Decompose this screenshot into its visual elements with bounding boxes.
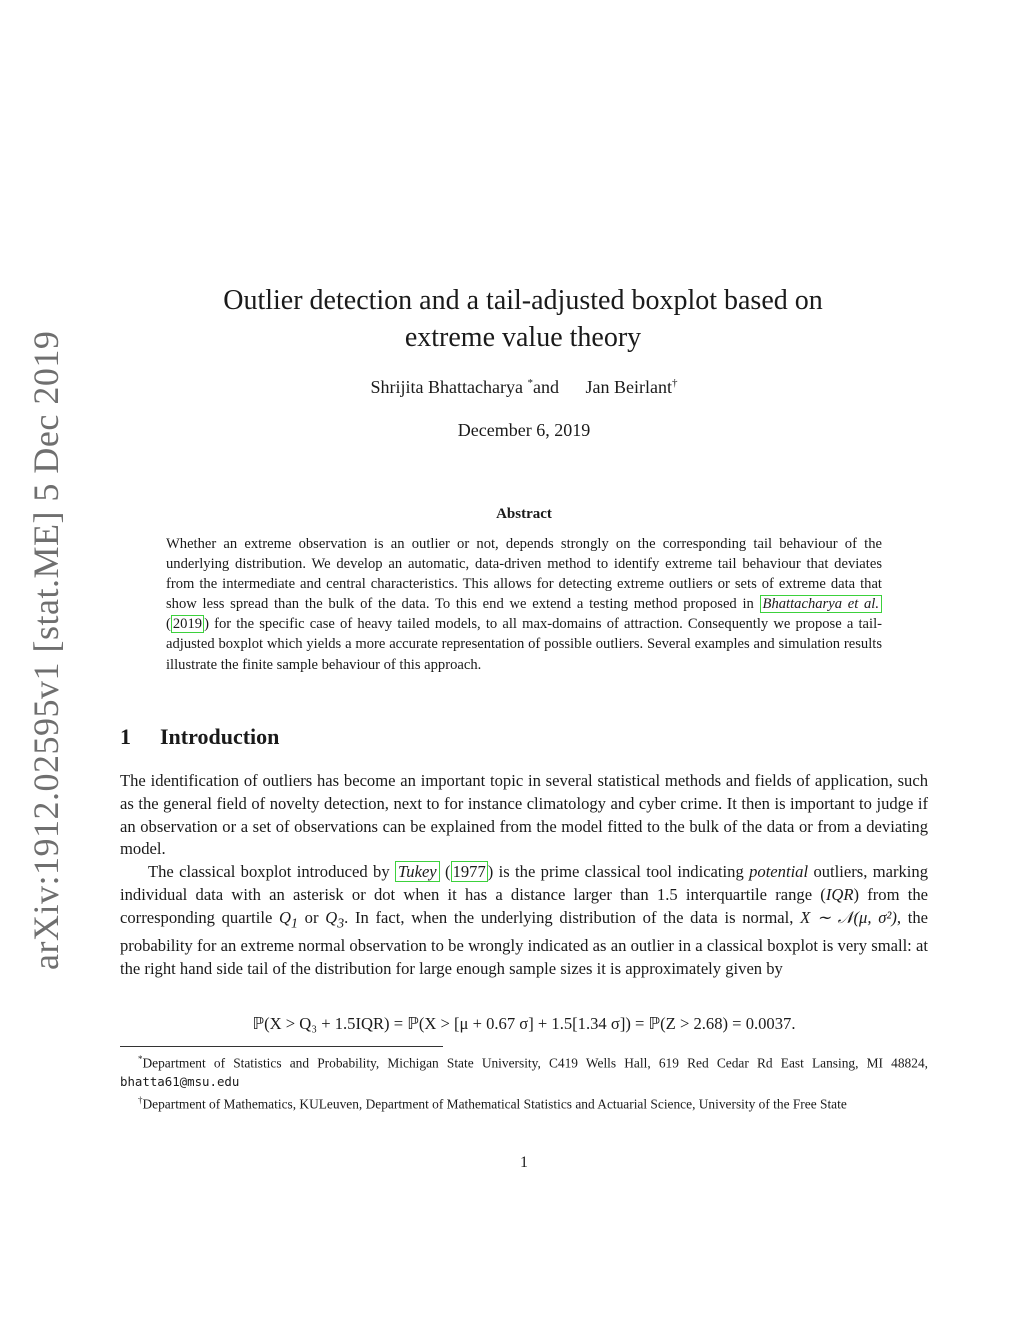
author-list (120, 377, 928, 398)
footnote-2-text: Department of Mathematics, KULeuven, Department of Mathematical Statistics and Actuarial Science, University of the Free State (142, 1096, 847, 1112)
paper-date: December 6, 2019 (457, 420, 591, 440)
section-title: Introduction (160, 724, 280, 749)
section-number: 1 (120, 724, 131, 749)
intro-p2-text-c: outliers, marking individual data with an asterisk or dot when it has a distance larger than 1.5 interquartile range ( (120, 862, 928, 904)
title-line-2: extreme value theory (404, 322, 642, 353)
abstract-text: Whether an extreme observation is an outlier or not, depends strongly on the corresponding tail behaviour of the underlying distribution. We develop an automatic, data-driven method to identify extreme tail behaviour that deviates from the intermediate and central characteristics. This allows for detecting extreme outliers or sets of extreme data that show less spread than the bulk of the data. To this end we extend a testing method proposed in Bhattacharya et al. ( 2019 ) for the specific case of heavy tailed models, to all max-domains of attraction. Consequently we propose a tail-adjusted boxplot which yields a more accurate representation of possible outliers. Several examples and simulation results illustrate the finite sample behaviour of this approach. (166, 536, 882, 673)
intro-paragraph-2: The classical boxplot introduced by Tukey ( 1977 ) is the prime classical tool indicating potential outliers, marking individual data with an asterisk or dot when it has a distance larger than 1.5 interquartile range (IQR) from the corresponding quartile $Q_1$ or $Q_3$. In fact, when the underlying distribution of the data is normal, X ∼ 𝒩(μ, σ²), the probability for an extreme normal observation to be wrongly indicated as an outlier in a classical boxplot is very small: at the right hand side tail of the distribution for large enough sample sizes it is approximately given by (120, 862, 929, 978)
author-1-footnote-mark[interactable]: * (527, 377, 533, 389)
intro-p2-or: or (304, 907, 319, 927)
display-equation: ℙ(X > Q₃ + 1.5IQR) = ℙ(X > [μ + 0.67 σ] + 1.5[1.34 σ]) = ℙ(Z > 2.68) = 0.0037. (252, 1014, 796, 1033)
citation-link-tukey[interactable]: Tukey (395, 861, 440, 882)
math-q1-subscript: 1 (291, 915, 298, 931)
arxiv-identifier-stamp: arXiv:1912.02595v1 [stat.ME] 5 Dec 2019 (26, 330, 66, 970)
intro-p2-text-a: The classical boxplot introduced by (148, 862, 390, 882)
intro-p2-text-d: ) from the corresponding quartile (120, 884, 928, 927)
abstract-text-part-2: for the specific case of heavy tailed models, to all max-domains of attraction. Consequently we propose a tail-adjusted boxplot which yields a more accurate representation of possible outliers. Several examples and simulation results illustrate the finite sample behaviour of this approach. (166, 616, 882, 673)
intro-p2-text-f: , the probability for an extreme normal observation to be wrongly indicated as an outlier in a classical boxplot is very small: at the right hand side tail of the distribution for large enough sample sizes it is approximately given by (120, 907, 929, 978)
intro-p2-text-e: . In fact, when the underlying distribution of the data is normal, (344, 907, 794, 927)
footnote-1 (120, 1050, 928, 1091)
citation-year-link-2019[interactable]: 2019 (172, 616, 203, 633)
math-q1 (279, 907, 298, 931)
citation-link-bhattacharya[interactable]: Bhattacharya et al. (760, 595, 882, 613)
footnote-1-mark: * (138, 1054, 143, 1064)
math-q3-letter: Q (325, 907, 338, 927)
math-q3 (325, 907, 345, 931)
intro-paragraph-1: The identification of outliers has become an important topic in several statistical methods and fields of application, such as the general field of novelty detection, next to for instance climatology and cyber crime. It then is important to judge if an observation or a set of observations can be explained from the model fitted to the bulk of the data or from a deviating model. (120, 771, 928, 859)
footnote-1-text: Department of Statistics and Probability, Michigan State University, C419 Wells Hall, 619 Red Cedar Rd East Lansing, MI 48824, (142, 1055, 928, 1071)
footnotes (120, 1050, 928, 1114)
math-q1-letter: Q (279, 907, 292, 927)
introduction-body (120, 770, 928, 980)
math-normal-distribution: X ∼ 𝒩(μ, σ²) (800, 907, 897, 927)
page-number: 1 (520, 1154, 528, 1171)
section-heading-introduction (120, 724, 279, 750)
abstract-heading: Abstract (496, 506, 552, 522)
footnote-rule (120, 1046, 443, 1047)
math-q3-subscript: 3 (337, 915, 345, 931)
abstract-text-part-1: Whether an extreme observation is an outlier or not, depends strongly on the corresponding tail behaviour of the underlying distribution. We develop an automatic, data-driven method to identify extreme tail behaviour that deviates from the intermediate and central characteristics. This allows for detecting extreme outliers or sets of extreme data that show less spread than the bulk of the data. To this end we extend a testing method proposed in (166, 536, 882, 613)
title-line-1: Outlier detection and a tail-adjusted boxplot based on (223, 285, 823, 316)
author-conjunction: and (532, 377, 559, 397)
author-2-name: Jan Beirlant (585, 377, 672, 397)
emphasis-potential: potential (749, 862, 809, 882)
author-2-footnote-mark[interactable]: † (671, 377, 678, 389)
author-email[interactable]: bhatta61@msu.edu (120, 1073, 240, 1089)
intro-p2-text-b: is the prime classical tool indicating (498, 862, 744, 882)
math-iqr: IQR (825, 884, 854, 904)
footnote-2-mark: † (138, 1095, 143, 1106)
paper-title (150, 282, 896, 356)
author-1-name: Shrijita Bhattacharya (370, 377, 523, 397)
citation-year-link-1977[interactable]: 1977 (452, 862, 486, 882)
footnote-2 (120, 1091, 928, 1114)
